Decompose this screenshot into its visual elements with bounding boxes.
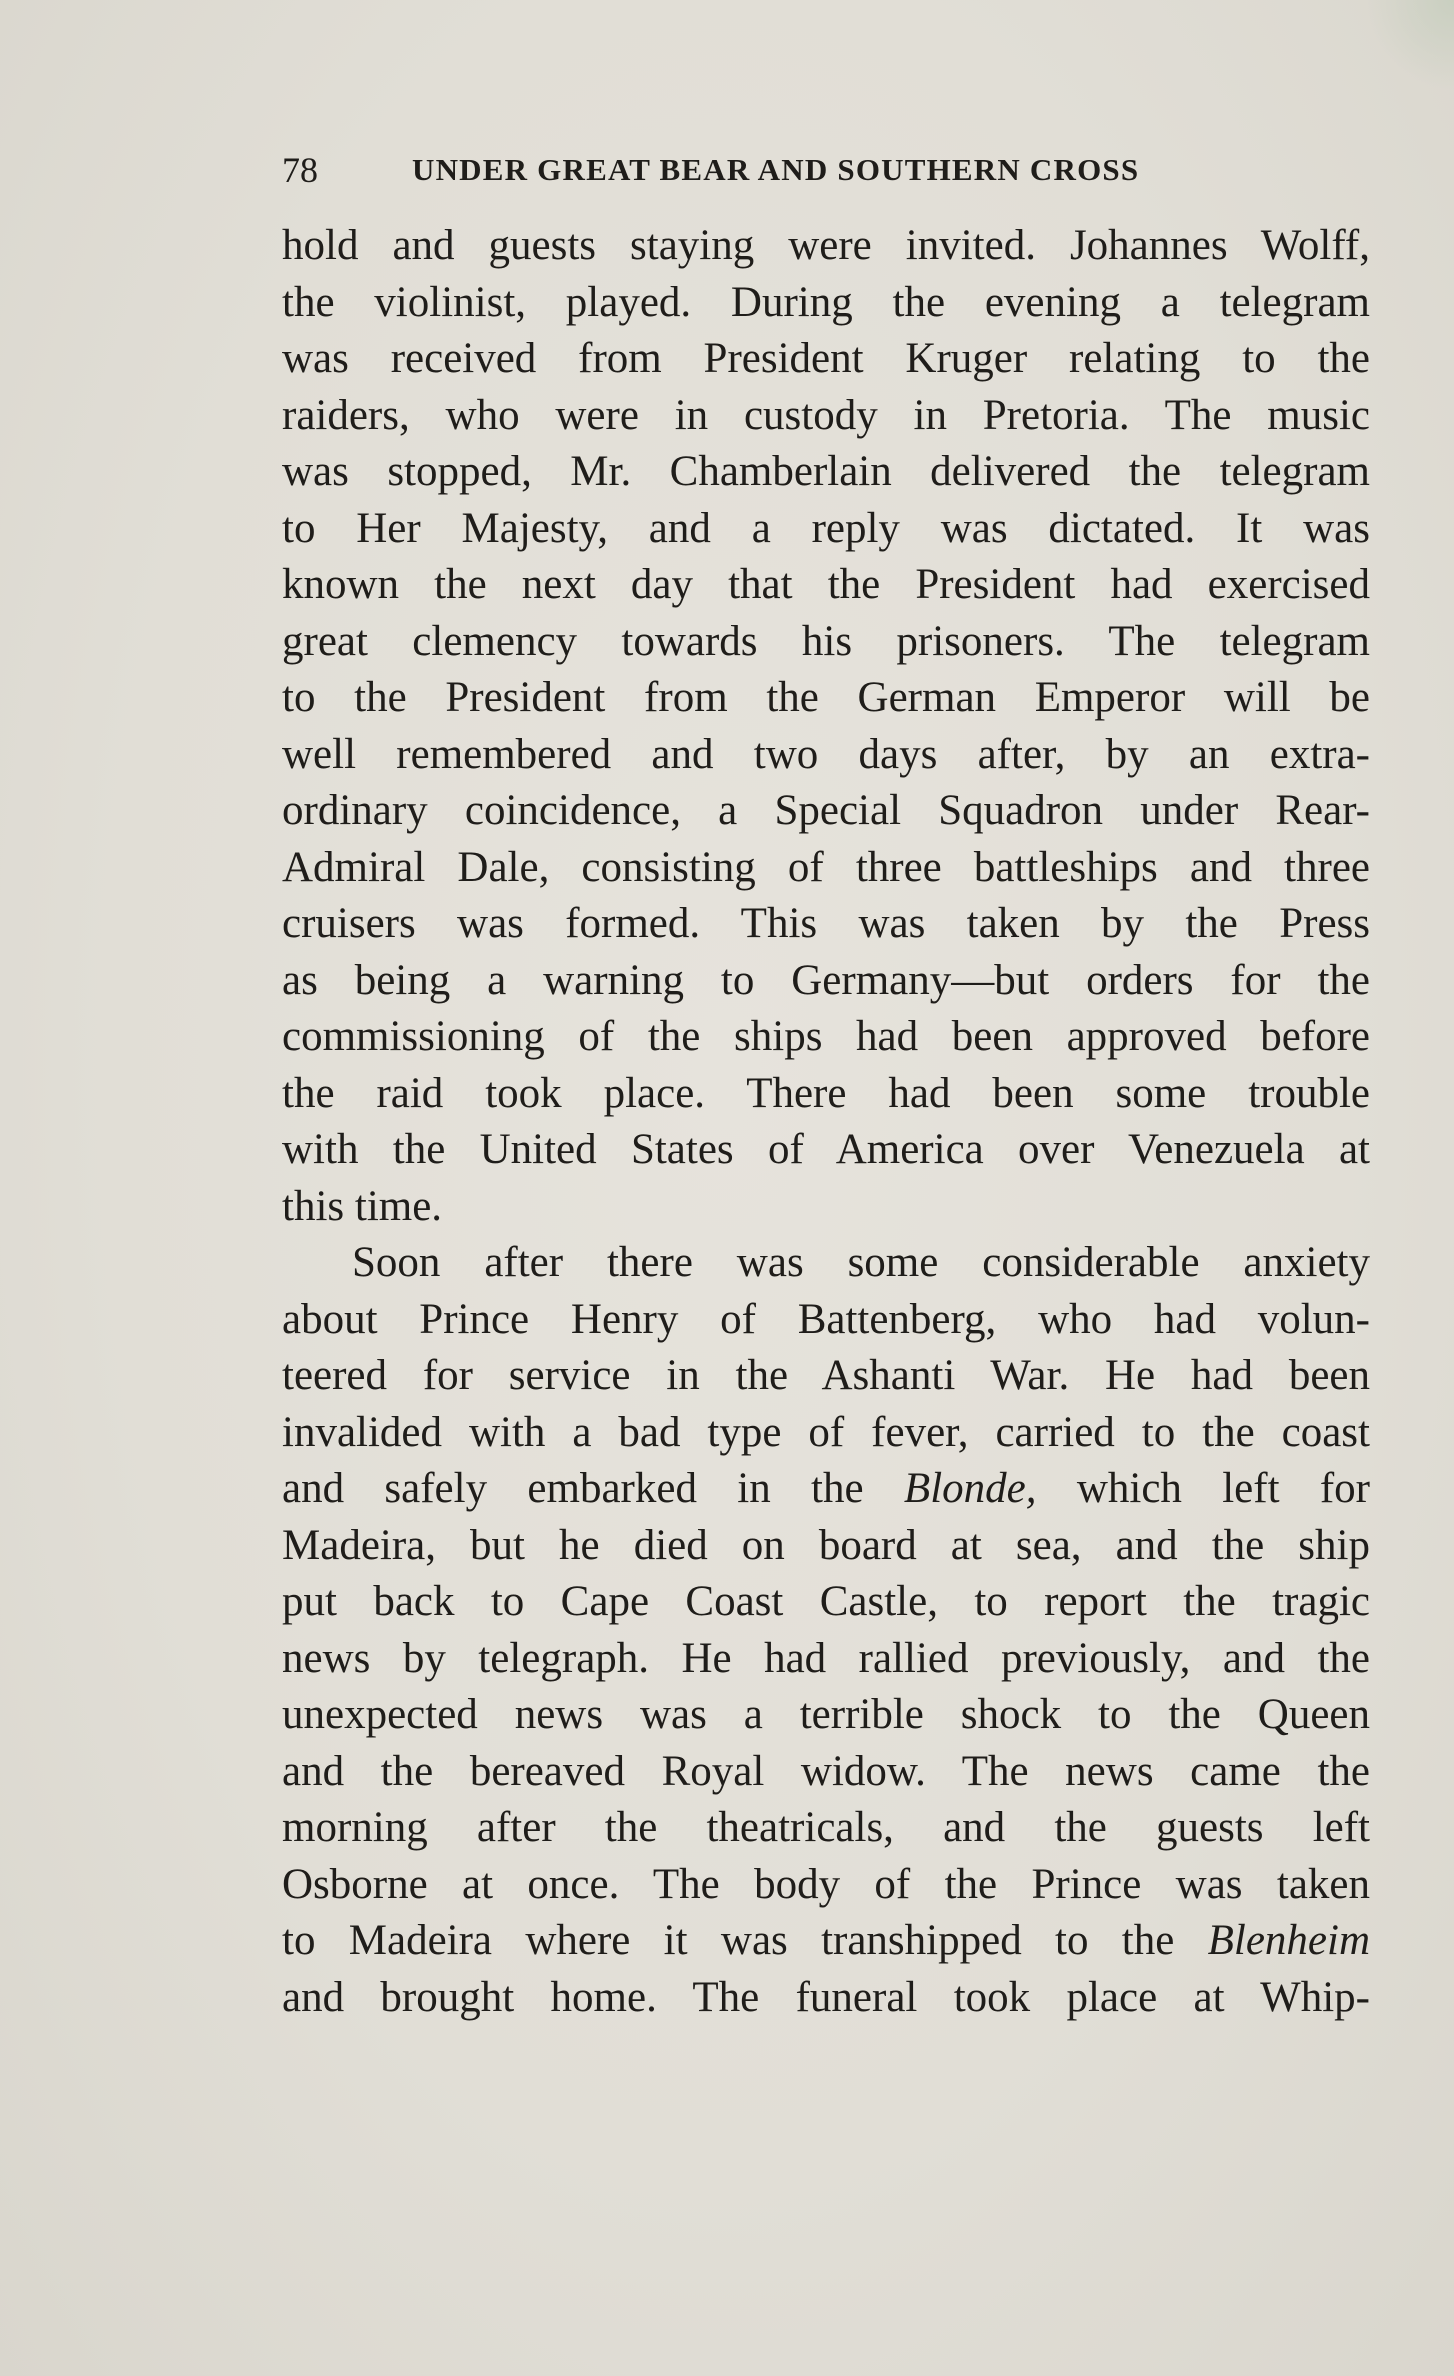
text-line bbox=[282, 1122, 1370, 1179]
text-line bbox=[282, 1970, 1370, 2027]
text-segment: unexpected news was a terrible shock to the Queen bbox=[282, 1691, 1370, 1738]
text-segment: Osborne at once. The body of the Prince was taken bbox=[282, 1860, 1370, 1908]
text-line bbox=[282, 444, 1370, 501]
page-header bbox=[282, 146, 1282, 194]
text-line bbox=[282, 1066, 1370, 1123]
text-segment: commissioning of the ships had been approved before bbox=[282, 1013, 1370, 1060]
text-segment: morning after the theatricals, and the guests left bbox=[282, 1804, 1370, 1851]
text-line bbox=[282, 783, 1370, 840]
text-segment: news by telegraph. He had rallied previously, and the bbox=[282, 1634, 1370, 1682]
text-segment: Madeira, but he died on board at sea, and the ship bbox=[282, 1521, 1370, 1569]
text-line bbox=[282, 275, 1370, 332]
page-number: 78 bbox=[282, 150, 318, 190]
text-segment: with the United States of America over Venezuela at bbox=[282, 1126, 1370, 1173]
text-line bbox=[282, 1687, 1370, 1744]
italic-ship-name: Blonde, bbox=[903, 1465, 1037, 1512]
text-line bbox=[282, 1518, 1370, 1575]
text-segment: to the President from the German Emperor will be bbox=[282, 674, 1370, 721]
text-segment: great clemency towards his prisoners. The telegram bbox=[282, 617, 1370, 665]
text-segment: and safely embarked in the bbox=[282, 1465, 904, 1512]
running-head: UNDER GREAT BEAR AND SOUTHERN CROSS bbox=[412, 152, 1140, 187]
text-line bbox=[282, 1235, 1370, 1292]
text-line bbox=[282, 840, 1370, 897]
text-line bbox=[282, 1631, 1370, 1688]
italic-ship-name: Blenheim bbox=[1207, 1917, 1370, 1964]
text-segment: was received from President Kruger relating to the bbox=[282, 335, 1370, 382]
text-segment: was stopped, Mr. Chamberlain delivered the telegram bbox=[282, 448, 1370, 495]
text-line bbox=[282, 1179, 1370, 1236]
text-line bbox=[282, 1800, 1370, 1857]
text-segment: about Prince Henry of Battenberg, who had volun- bbox=[282, 1295, 1370, 1343]
text-line bbox=[282, 1009, 1370, 1066]
text-segment: ordinary coincidence, a Special Squadron under Rear- bbox=[282, 787, 1370, 834]
text-segment: put back to Cape Coast Castle, to report the tragic bbox=[282, 1578, 1370, 1625]
text-line bbox=[282, 1348, 1370, 1405]
text-segment: the violinist, played. During the evening a telegram bbox=[282, 278, 1370, 326]
page-corner-shadow bbox=[1364, 0, 1454, 90]
text-line bbox=[282, 953, 1370, 1010]
text-segment: this time. bbox=[282, 1182, 443, 1230]
text-segment: as being a warning to Germany—but orders for the bbox=[282, 956, 1370, 1004]
text-line bbox=[282, 557, 1370, 614]
text-line bbox=[282, 727, 1370, 784]
text-line bbox=[282, 1913, 1370, 1970]
text-segment: Admiral Dale, consisting of three battleships and three bbox=[282, 843, 1370, 891]
text-line bbox=[282, 501, 1370, 558]
text-line bbox=[282, 670, 1370, 727]
text-segment: teered for service in the Ashanti War. He had been bbox=[282, 1352, 1370, 1399]
text-segment: and the bereaved Royal widow. The news came the bbox=[282, 1747, 1370, 1795]
text-segment: well remembered and two days after, by an extra- bbox=[282, 730, 1370, 778]
text-line bbox=[282, 1744, 1370, 1801]
text-line bbox=[282, 1405, 1370, 1462]
text-line bbox=[282, 896, 1370, 953]
text-line bbox=[282, 1857, 1370, 1914]
text-segment: cruisers was formed. This was taken by the Press bbox=[282, 900, 1370, 947]
text-line bbox=[282, 614, 1370, 671]
body-text bbox=[282, 218, 1370, 2026]
text-segment: the raid took place. There had been some trouble bbox=[282, 1069, 1370, 1117]
text-segment: known the next day that the President had exercised bbox=[282, 561, 1370, 608]
text-segment: and brought home. The funeral took place at Whip- bbox=[282, 1973, 1370, 2021]
text-segment: raiders, who were in custody in Pretoria. The music bbox=[282, 391, 1370, 439]
text-line bbox=[282, 218, 1370, 275]
text-segment: invalided with a bad type of fever, carried to the coast bbox=[282, 1408, 1370, 1456]
text-segment: to Her Majesty, and a reply was dictated. It was bbox=[282, 504, 1370, 552]
text-segment: Soon after there was some considerable anxiety bbox=[352, 1239, 1370, 1286]
text-line bbox=[282, 1461, 1370, 1518]
text-line bbox=[282, 388, 1370, 445]
text-segment: which left for bbox=[1036, 1465, 1370, 1512]
text-segment: to Madeira where it was transhipped to the bbox=[282, 1917, 1208, 1964]
text-segment: hold and guests staying were invited. Johannes Wolff, bbox=[282, 222, 1370, 269]
text-line bbox=[282, 1574, 1370, 1631]
text-line bbox=[282, 1292, 1370, 1349]
text-line bbox=[282, 331, 1370, 388]
